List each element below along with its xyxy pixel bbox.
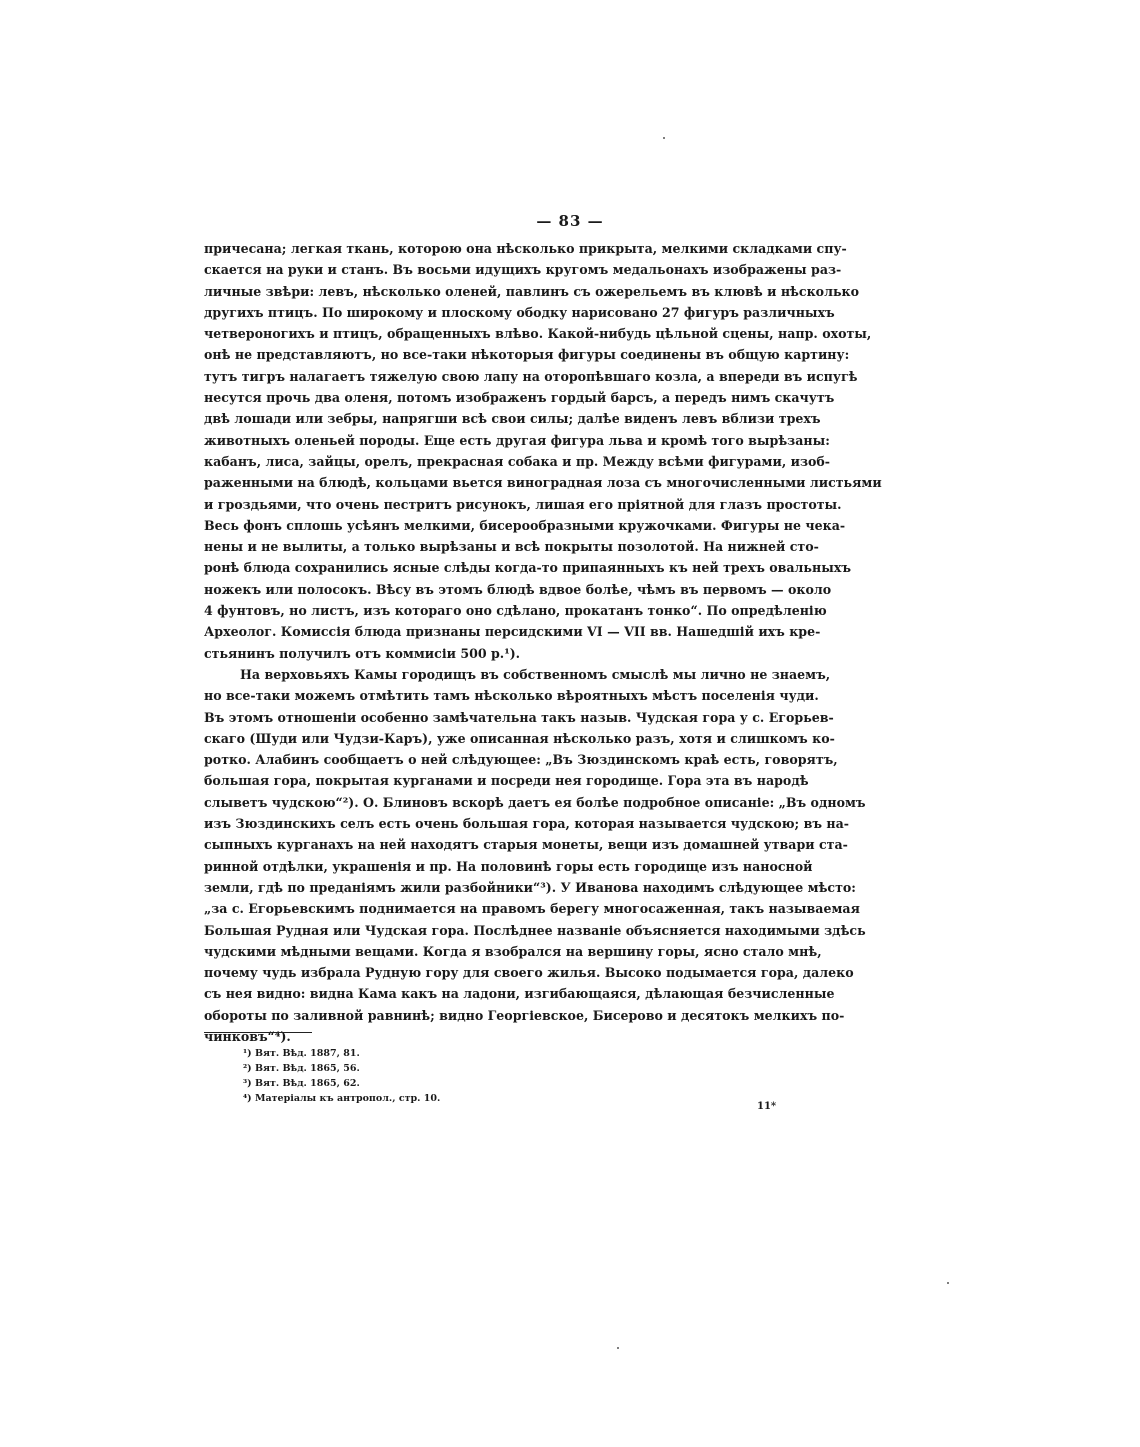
- text-line: почему чудь избрала Рудную гору для своего жилья. Высоко подымается гора, далеко: [204, 965, 854, 981]
- text-line: раженными на блюдѣ, кольцами вьется виноградная лоза съ многочисленными листьями: [204, 475, 882, 491]
- text-line: другихъ птицъ. По широкому и плоскому ободку нарисовано 27 фигуръ различныхъ: [204, 304, 835, 320]
- text-line: На верховьяхъ Камы городищъ въ собственномъ смыслѣ мы лично не знаемъ,: [240, 666, 831, 682]
- scan-speck: [617, 1347, 619, 1349]
- text-line: скается на руки и станъ. Въ восьми идущихъ кругомъ медальонахъ изображены раз-: [204, 262, 842, 278]
- scan-speck: [947, 1282, 949, 1284]
- text-line: личные звѣри: левъ, нѣсколько оленей, павлинъ съ ожерельемъ въ клювѣ и нѣсколько: [204, 283, 859, 299]
- text-line: чудскими мѣдными вещами. Когда я взобрался на вершину горы, ясно стало мнѣ,: [204, 943, 822, 959]
- text-line: нены и не вылиты, а только вырѣзаны и всѣ покрыты позолотой. На нижней сто-: [204, 539, 819, 555]
- text-line: земли, гдѣ по преданіямъ жили разбойники“³). У Иванова находимъ слѣдующее мѣсто:: [204, 879, 856, 895]
- text-line: но все-таки можемъ отмѣтить тамъ нѣсколько вѣроятныхъ мѣстъ поселенія чуди.: [204, 688, 819, 704]
- text-line: большая гора, покрытая курганами и посреди нея городище. Гора эта въ народѣ: [204, 773, 809, 789]
- text-line: ротко. Алабинъ сообщаетъ о ней слѣдующее: „Въ Зюздинскомъ краѣ есть, говорятъ,: [204, 752, 838, 768]
- text-line: несутся прочь два оленя, потомъ изображенъ гордый барсъ, а передъ нимъ скачутъ: [204, 390, 835, 406]
- text-line: Весь фонъ сплошь усѣянъ мелкими, бисерообразными кружочками. Фигуры не чека-: [204, 517, 846, 533]
- footnote: ²) Вят. Вѣд. 1865, 56.: [243, 1063, 360, 1074]
- text-line: Въ этомъ отношеніи особенно замѣчательна такъ назыв. Чудская гора у с. Егорьев-: [204, 709, 834, 725]
- text-line: кабанъ, лиса, зайцы, орелъ, прекрасная собака и пр. Между всѣми фигурами, изоб-: [204, 453, 831, 469]
- text-line: обороты по заливной равнинѣ; видно Георгіевское, Бисерово и десятокъ мелкихъ по-: [204, 1007, 845, 1023]
- footnote: ¹) Вят. Вѣд. 1887, 81.: [243, 1048, 360, 1059]
- paragraph-1: [204, 238, 882, 664]
- text-line: и гроздьями, что очень пестритъ рисунокъ, лишая его пріятной для глазъ простоты.: [204, 496, 842, 512]
- text-line: причесана; легкая ткань, которою она нѣсколько прикрыта, мелкими складками спу-: [204, 241, 847, 256]
- text-line: ринной отдѣлки, украшенія и пр. На половинѣ горы есть городище изъ наносной: [204, 858, 813, 874]
- text-line: животныхъ оленьей породы. Еще есть другая фигура льва и кромѣ того вырѣзаны:: [204, 432, 830, 448]
- footnote: ⁴) Матеріалы къ антропол., стр. 10.: [243, 1093, 441, 1104]
- text-line: „за с. Егорьевскимъ поднимается на правомъ берегу многосаженная, такъ называемая: [204, 901, 860, 917]
- signature-mark: 11*: [757, 1101, 777, 1112]
- text-line: четвероногихъ и птицъ, обращенныхъ влѣво. Какой-нибудь цѣльной сцены, напр. охоты,: [204, 326, 872, 342]
- text-line: сыпныхъ курганахъ на ней находятъ старыя монеты, вещи изъ домашней утвари ста-: [204, 837, 848, 853]
- text-line: ножекъ или полосокъ. Вѣсу въ этомъ блюдѣ вдвое болѣе, чѣмъ въ первомъ — около: [204, 581, 832, 597]
- footnote: ³) Вят. Вѣд. 1865, 62.: [243, 1078, 360, 1089]
- text-line: изъ Зюздинскихъ селъ есть очень большая гора, которая называется чудскою; въ на-: [204, 816, 849, 832]
- paragraph-2: [204, 664, 866, 1047]
- footnote-divider: [204, 1032, 312, 1033]
- text-line: стьянинъ получилъ отъ коммисіи 500 р.¹).: [204, 645, 521, 661]
- text-line: Археолог. Комиссія блюда признаны персидскими VI — VII вв. Нашедшій ихъ кре-: [204, 624, 821, 640]
- text-line: 4 фунтовъ, но листъ, изъ котораго оно сдѣлано, прокатанъ тонко“. По опредѣленію: [204, 603, 827, 619]
- text-line: двѣ лошади или зебры, напрягши всѣ свои силы; далѣе виденъ левъ вблизи трехъ: [204, 411, 821, 427]
- page-number: — 83 —: [536, 212, 604, 230]
- body-text: [204, 238, 882, 1047]
- footnotes: [243, 1046, 440, 1106]
- text-line: тутъ тигръ налагаетъ тяжелую свою лапу на оторопѣвшаго козла, а впереди въ испугѣ: [204, 368, 858, 384]
- text-line: съ нея видно: видна Кама какъ на ладони, изгибающаяся, дѣлающая безчисленные: [204, 986, 835, 1002]
- text-line: ронѣ блюда сохранились ясные слѣды когда-то припаянныхъ къ ней трехъ овальныхъ: [204, 560, 851, 576]
- scan-speck: [663, 137, 665, 139]
- text-line: скаго (Шуди или Чудзи-Каръ), уже описанная нѣсколько разъ, хотя и слишкомъ ко-: [204, 730, 835, 746]
- text-line: слыветъ чудскою“²). О. Блиновъ вскорѣ даетъ ея болѣе подробное описаніе: „Въ одномъ: [204, 794, 866, 810]
- text-line: Большая Рудная или Чудская гора. Послѣднее названіе объясняется находимыми здѣсь: [204, 922, 866, 938]
- text-line: онѣ не представляютъ, но все-таки нѣкоторыя фигуры соединены въ общую картину:: [204, 347, 850, 363]
- text-line: чинковъ“⁴).: [204, 1028, 291, 1044]
